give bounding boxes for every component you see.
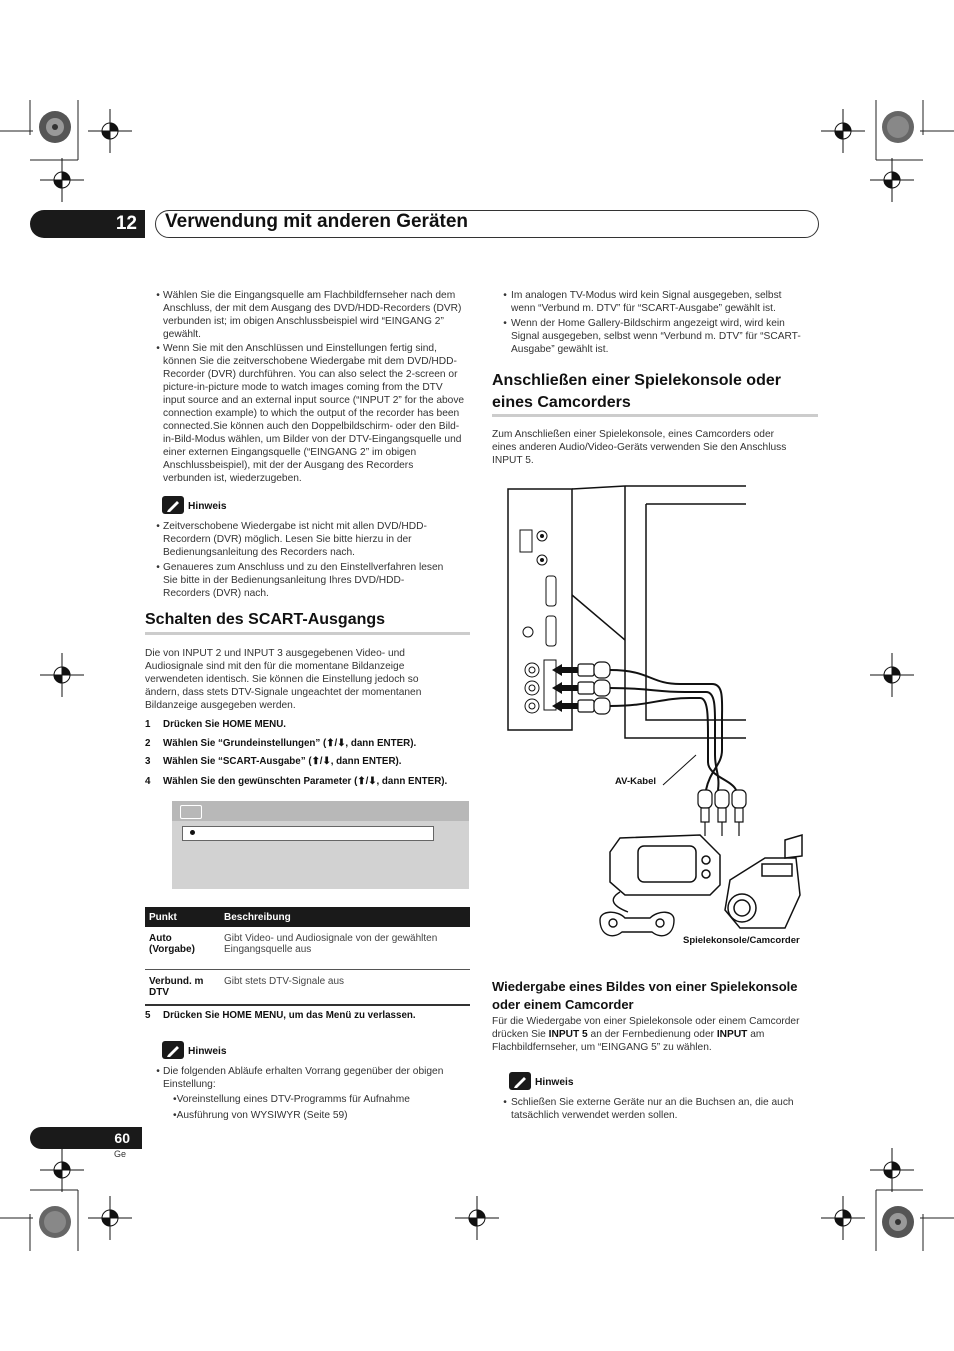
note-pencil-icon	[162, 1041, 184, 1059]
connection-diagram	[500, 480, 810, 950]
note-pencil-icon	[509, 1072, 531, 1090]
step-3: 3 Wählen Sie “SCART-Ausgabe” (⬆/⬇, dann ENTER).	[145, 756, 402, 767]
menu-folder-icon	[180, 805, 202, 819]
table-header-desc: Beschreibung	[220, 907, 470, 927]
page-number-tab	[30, 1127, 142, 1149]
chapter-number: 12	[115, 213, 137, 234]
menu-screenshot	[172, 801, 469, 889]
label-av-cable: AV-Kabel	[615, 776, 657, 787]
heading-rule	[492, 414, 818, 417]
scart-intro: Die von INPUT 2 und INPUT 3 ausgegebenen Video- und Audiosignale sind mit den für die momentane Bildanzeige verwendeten identisch. Sie können die Einstellung jedoch so ändern, dass stets DTV-Signale ungeachtet der momentanen Bildanzeige ausgegeben werden.	[145, 648, 422, 711]
page-number: 60	[114, 1130, 130, 1146]
subsection-heading-playback: Wiedergabe eines Bildes von einer Spielekonsole oder einem Camcorder	[492, 979, 798, 1012]
step-1: 1 Drücken Sie HOME MENU.	[145, 719, 287, 730]
menu-selection-box	[182, 826, 434, 841]
note-title: Hinweis	[535, 1077, 574, 1088]
note-title: Hinweis	[188, 501, 227, 512]
note-title: Hinweis	[188, 1046, 227, 1057]
heading-rule	[145, 632, 470, 635]
step-4: 4 Wählen Sie den gewünschten Parameter (⬆/⬇, dann ENTER).	[145, 776, 448, 787]
label-devices: Spielekonsole/Camcorder	[683, 935, 800, 946]
console-intro: Zum Anschließen einer Spielekonsole, eines Camcorders oder eines anderen Audio/Video-Geräts verwenden Sie den Anschluss INPUT 5.	[492, 429, 787, 466]
option-table	[145, 907, 470, 1006]
table-row: Auto (Vorgabe) Gibt Video- und Audiosignale von der gewählten Eingangsquelle aus	[145, 927, 470, 970]
playback-text: Für die Wiedergabe von einer Spielekonsole oder einem Camcorder drücken Sie INPUT 5 an der Fernbedienung oder INPUT am Flachbildfernseher, um “EINGANG 5” zu wählen.	[492, 1016, 800, 1053]
step-2: 2 Wählen Sie “Grundeinstellungen” (⬆/⬇, dann ENTER).	[145, 738, 417, 749]
table-row: Verbund. m DTV Gibt stets DTV-Signale aus	[145, 970, 470, 1006]
menu-header-bar	[172, 801, 469, 821]
table-header-item: Punkt	[145, 907, 220, 927]
chapter-number-tab	[30, 210, 145, 238]
menu-radio-dot	[190, 830, 195, 835]
section-heading-console: Anschließen einer Spielekonsole oder eines Camcorders	[492, 372, 781, 411]
step-5: 5 Drücken Sie HOME MENU, um das Menü zu verlassen.	[145, 1010, 416, 1021]
note-pencil-icon	[162, 496, 184, 514]
language-code: Ge	[114, 1149, 127, 1159]
note2-sub-list: •Voreinstellung eines DTV-Programms für Aufnahme •Ausführung von WYSIWYR (Seite 59)	[173, 1094, 410, 1121]
section-heading-scart: Schalten des SCART-Ausgangs	[145, 611, 386, 628]
chapter-title: Verwendung mit anderen Geräten	[165, 211, 469, 232]
